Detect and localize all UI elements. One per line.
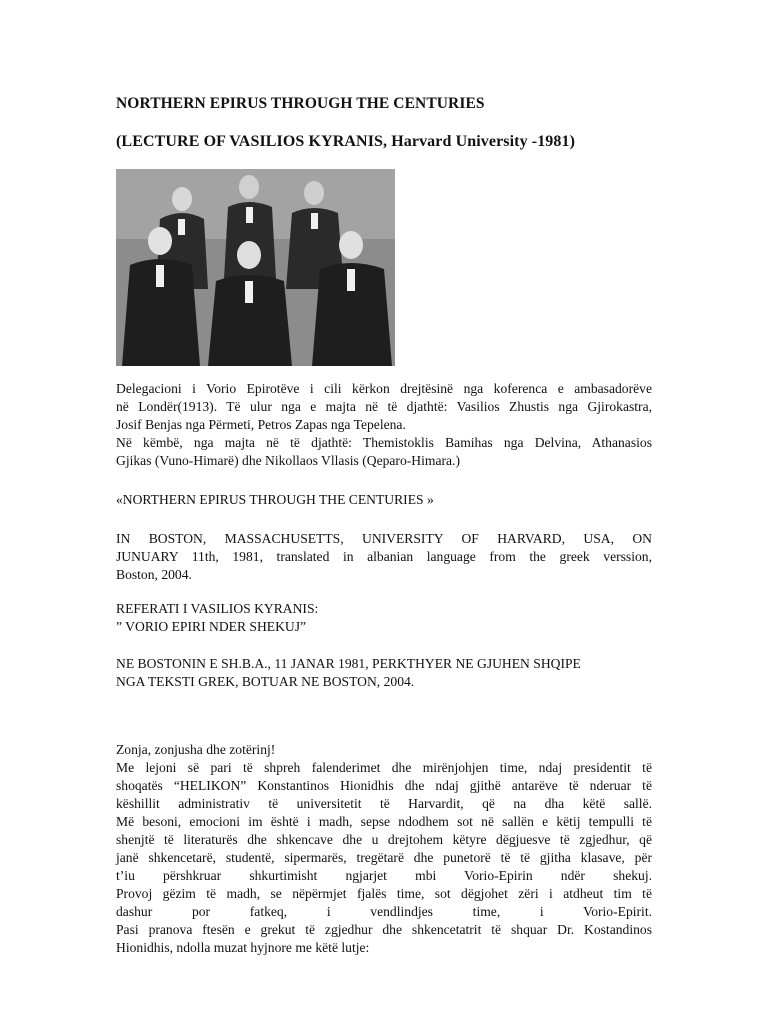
boston-english-note [116, 530, 652, 584]
speech-line: Hionidhis, ndolla muzat hyjnore me këtë lutje: [116, 940, 370, 955]
referati-line: ” VORIO EPIRI NDER SHEKUJ” [116, 619, 307, 634]
caption-line: Në këmbë, nga majta në të djathtë: Themistoklis Bamihas nga Delvina, Athanasios [116, 435, 652, 450]
document-subtitle: (LECTURE OF VASILIOS KYRANIS, Harvard University -1981) [116, 133, 576, 150]
quoted-title [116, 491, 652, 509]
speech-line: Pasi pranova ftesën e grekut të zgjedhur dhe shkencetatrit të shquar Dr. Kostandinos [116, 922, 652, 937]
speech-line: shoqatës “HELIKON” Konstantinos Hionidhis dhe ndaj gjithë antarëve të nderuar të [116, 778, 652, 793]
speech-line: Më besoni, emocioni im është i madh, sepse ndodhem sot në sallën e këtij tempulli të [116, 814, 652, 829]
bostonin-line: NE BOSTONIN E SH.B.A., 11 JANAR 1981, PERKTHYER NE GJUHEN SHQIPE [116, 656, 581, 671]
speech-line: t’iu përshkruar shkurtimisht ngjarjet mbi Vorio-Epirin ndër shekuj. [116, 868, 652, 883]
quoted-title-text: «NORTHERN EPIRUS THROUGH THE CENTURIES » [116, 492, 434, 507]
caption-line: Josif Benjas nga Përmeti, Petros Zapas nga Tepelena. [116, 417, 406, 432]
speech-line: Me lejoni së pari të shpreh falenderimet dhe mirënjohjen time, ndaj presidentit të [116, 760, 652, 775]
bostonin-line: NGA TEKSTI GREK, BOTUAR NE BOSTON, 2004. [116, 674, 415, 689]
boston-en-line: Boston, 2004. [116, 567, 192, 582]
caption-line: Gjikas (Vuno-Himarë) dhe Nikollaos Vllasis (Qeparo-Himara.) [116, 453, 460, 468]
boston-en-line: IN BOSTON, MASSACHUSETTS, UNIVERSITY OF HARVARD, USA, ON [116, 531, 652, 546]
speech-line: shenjtë të literaturës dhe shkencave dhe u drejtohem këtyre dëgjuesve të zgjedhur, që [116, 832, 652, 847]
delegation-photo [116, 169, 395, 366]
referati-line: REFERATI I VASILIOS KYRANIS: [116, 601, 319, 616]
speech-line: janë shkencetarë, studentë, sipermarës, tregëtarë dhe punetorë të të gjitha klasave, për [116, 850, 652, 865]
speech-body [116, 741, 652, 957]
document-title: NORTHERN EPIRUS THROUGH THE CENTURIES [116, 95, 485, 112]
speech-line: Zonja, zonjusha dhe zotërinj! [116, 742, 276, 757]
caption-line: Delegacioni i Vorio Epirotëve i cili kërkon drejtësinë nga koferenca e ambasadorëve [116, 381, 652, 396]
boston-en-line: JUNUARY 11th, 1981, translated in albanian language from the greek verssion, [116, 549, 652, 564]
speech-line: Provoj gëzim të madh, se nëpërmjet fjalës time, sot dëgjohet zëri i atdheut tim të [116, 886, 652, 901]
caption-line: në Londër(1913). Të ulur nga e majta në të djathtë: Vasilios Zhustis nga Gjirokastra, [116, 399, 652, 414]
speech-line: këshillit administrativ të universitetit të Harvardit, që na dha këtë sallë. [116, 796, 652, 811]
referati-heading [116, 600, 652, 636]
speech-line: dashur por fatkeq, i vendlindjes time, i Vorio-Epirit. [116, 904, 652, 919]
photo-caption [116, 380, 652, 470]
bostonin-note [116, 655, 652, 691]
